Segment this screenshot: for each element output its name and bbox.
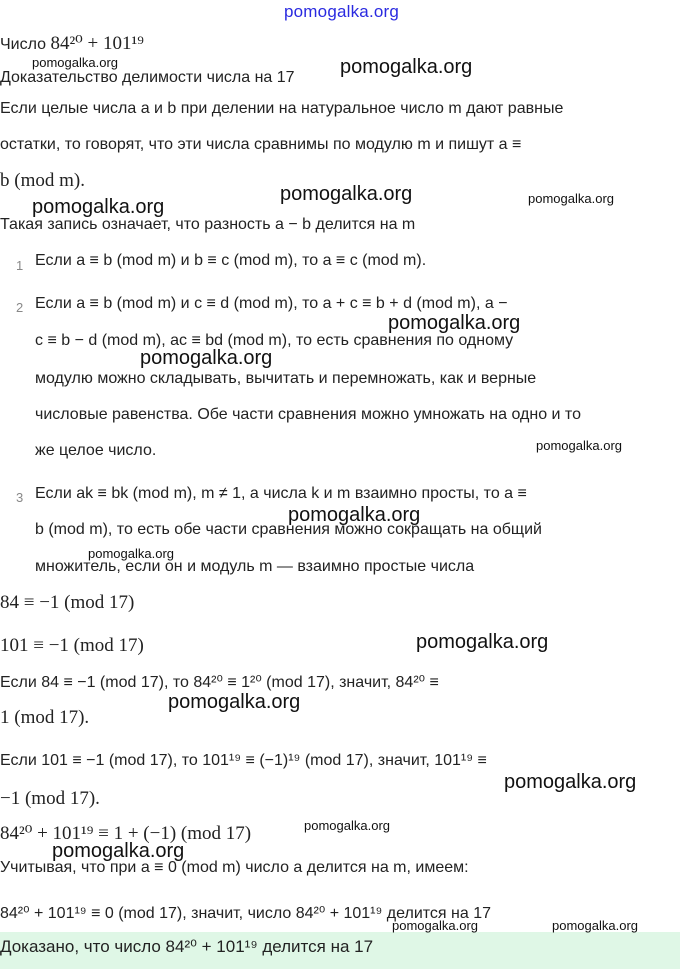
list-item-continued: модулю можно складывать, вычитать и перемножать, как и верные [35, 370, 537, 387]
proved-text: Доказано, что число 84²⁰ + 101¹⁹ делится на 17 [0, 937, 374, 956]
watermark: pomogalka.org [32, 196, 165, 218]
list-item: Если a ≡ b (mod m) и b ≡ c (mod m), то a ≡ c (mod m). [35, 252, 427, 269]
watermark: pomogalka.org [392, 918, 478, 933]
title-expression: 84²⁰ + 101¹⁹ [50, 33, 144, 54]
watermark: pomogalka.org [32, 55, 118, 70]
sum-congruence: 84²⁰ + 101¹⁹ ≡ 1 + (−1) (mod 17) [0, 823, 252, 844]
list-item: Если a ≡ b (mod m) и c ≡ d (mod m), то a + c ≡ b + d (mod m), a − [35, 295, 508, 312]
watermark: pomogalka.org [88, 546, 174, 561]
list-number: 3 [16, 490, 24, 505]
definition-line-1: Если целые числа a и b при делении на натуральное число m дают равные [0, 100, 564, 117]
definition-line-3: b (mod m). [0, 170, 85, 191]
step-101-line-1: Если 101 ≡ −1 (mod 17), то 101¹⁹ ≡ (−1)¹⁹ (mod 17), значит, 101¹⁹ ≡ [0, 752, 487, 769]
subtitle: Доказательство делимости числа на 17 [0, 69, 295, 86]
title-prefix: Число [0, 36, 47, 53]
watermark: pomogalka.org [288, 504, 421, 526]
congruence-101: 101 ≡ −1 (mod 17) [0, 635, 144, 656]
watermark: pomogalka.org [552, 918, 638, 933]
watermark: pomogalka.org [528, 191, 614, 206]
watermark: pomogalka.org [340, 56, 473, 78]
list-item-continued: же целое число. [35, 442, 157, 459]
step-84-line-1: Если 84 ≡ −1 (mod 17), то 84²⁰ ≡ 1²⁰ (mod 17), значит, 84²⁰ ≡ [0, 674, 439, 691]
list-number: 2 [16, 300, 24, 315]
watermark: pomogalka.org [504, 771, 637, 793]
watermark: pomogalka.org [388, 312, 521, 334]
definition-line-2: остатки, то говорят, что эти числа сравнимы по модулю m и пишут a ≡ [0, 136, 522, 153]
page-title [0, 32, 144, 55]
watermark: pomogalka.org [280, 183, 413, 205]
watermark: pomogalka.org [52, 840, 185, 862]
watermark: pomogalka.org [140, 347, 273, 369]
watermark: pomogalka.org [304, 818, 390, 833]
step-84-line-2: 1 (mod 17). [0, 707, 90, 728]
step-101-line-2: −1 (mod 17). [0, 788, 100, 809]
list-item-continued: c ≡ b − d (mod m), ac ≡ bd (mod m), то есть сравнения по одному [35, 332, 514, 349]
watermark: pomogalka.org [536, 438, 622, 453]
result-line: 84²⁰ + 101¹⁹ ≡ 0 (mod 17), значит, число 84²⁰ + 101¹⁹ делится на 17 [0, 905, 492, 922]
definition-line-4: Такая запись означает, что разность a − b делится на m [0, 216, 416, 233]
divisibility-note: Учитывая, что при a ≡ 0 (mod m) число a делится на m, имеем: [0, 859, 469, 876]
watermark: pomogalka.org [168, 691, 301, 713]
list-number: 1 [16, 258, 24, 273]
list-item-continued: числовые равенства. Обе части сравнения можно умножать на одно и то [35, 406, 581, 423]
list-item-continued: b (mod m), то есть обе части сравнения можно сокращать на общий [35, 521, 542, 538]
congruence-84: 84 ≡ −1 (mod 17) [0, 592, 135, 613]
list-item-continued: множитель, если он и модуль m — взаимно простые числа [35, 558, 475, 575]
watermark: pomogalka.org [416, 631, 549, 653]
list-item: Если ak ≡ bk (mod m), m ≠ 1, а числа k и m взаимно просты, то a ≡ [35, 485, 527, 502]
watermark-top-link[interactable]: pomogalka.org [284, 2, 400, 21]
